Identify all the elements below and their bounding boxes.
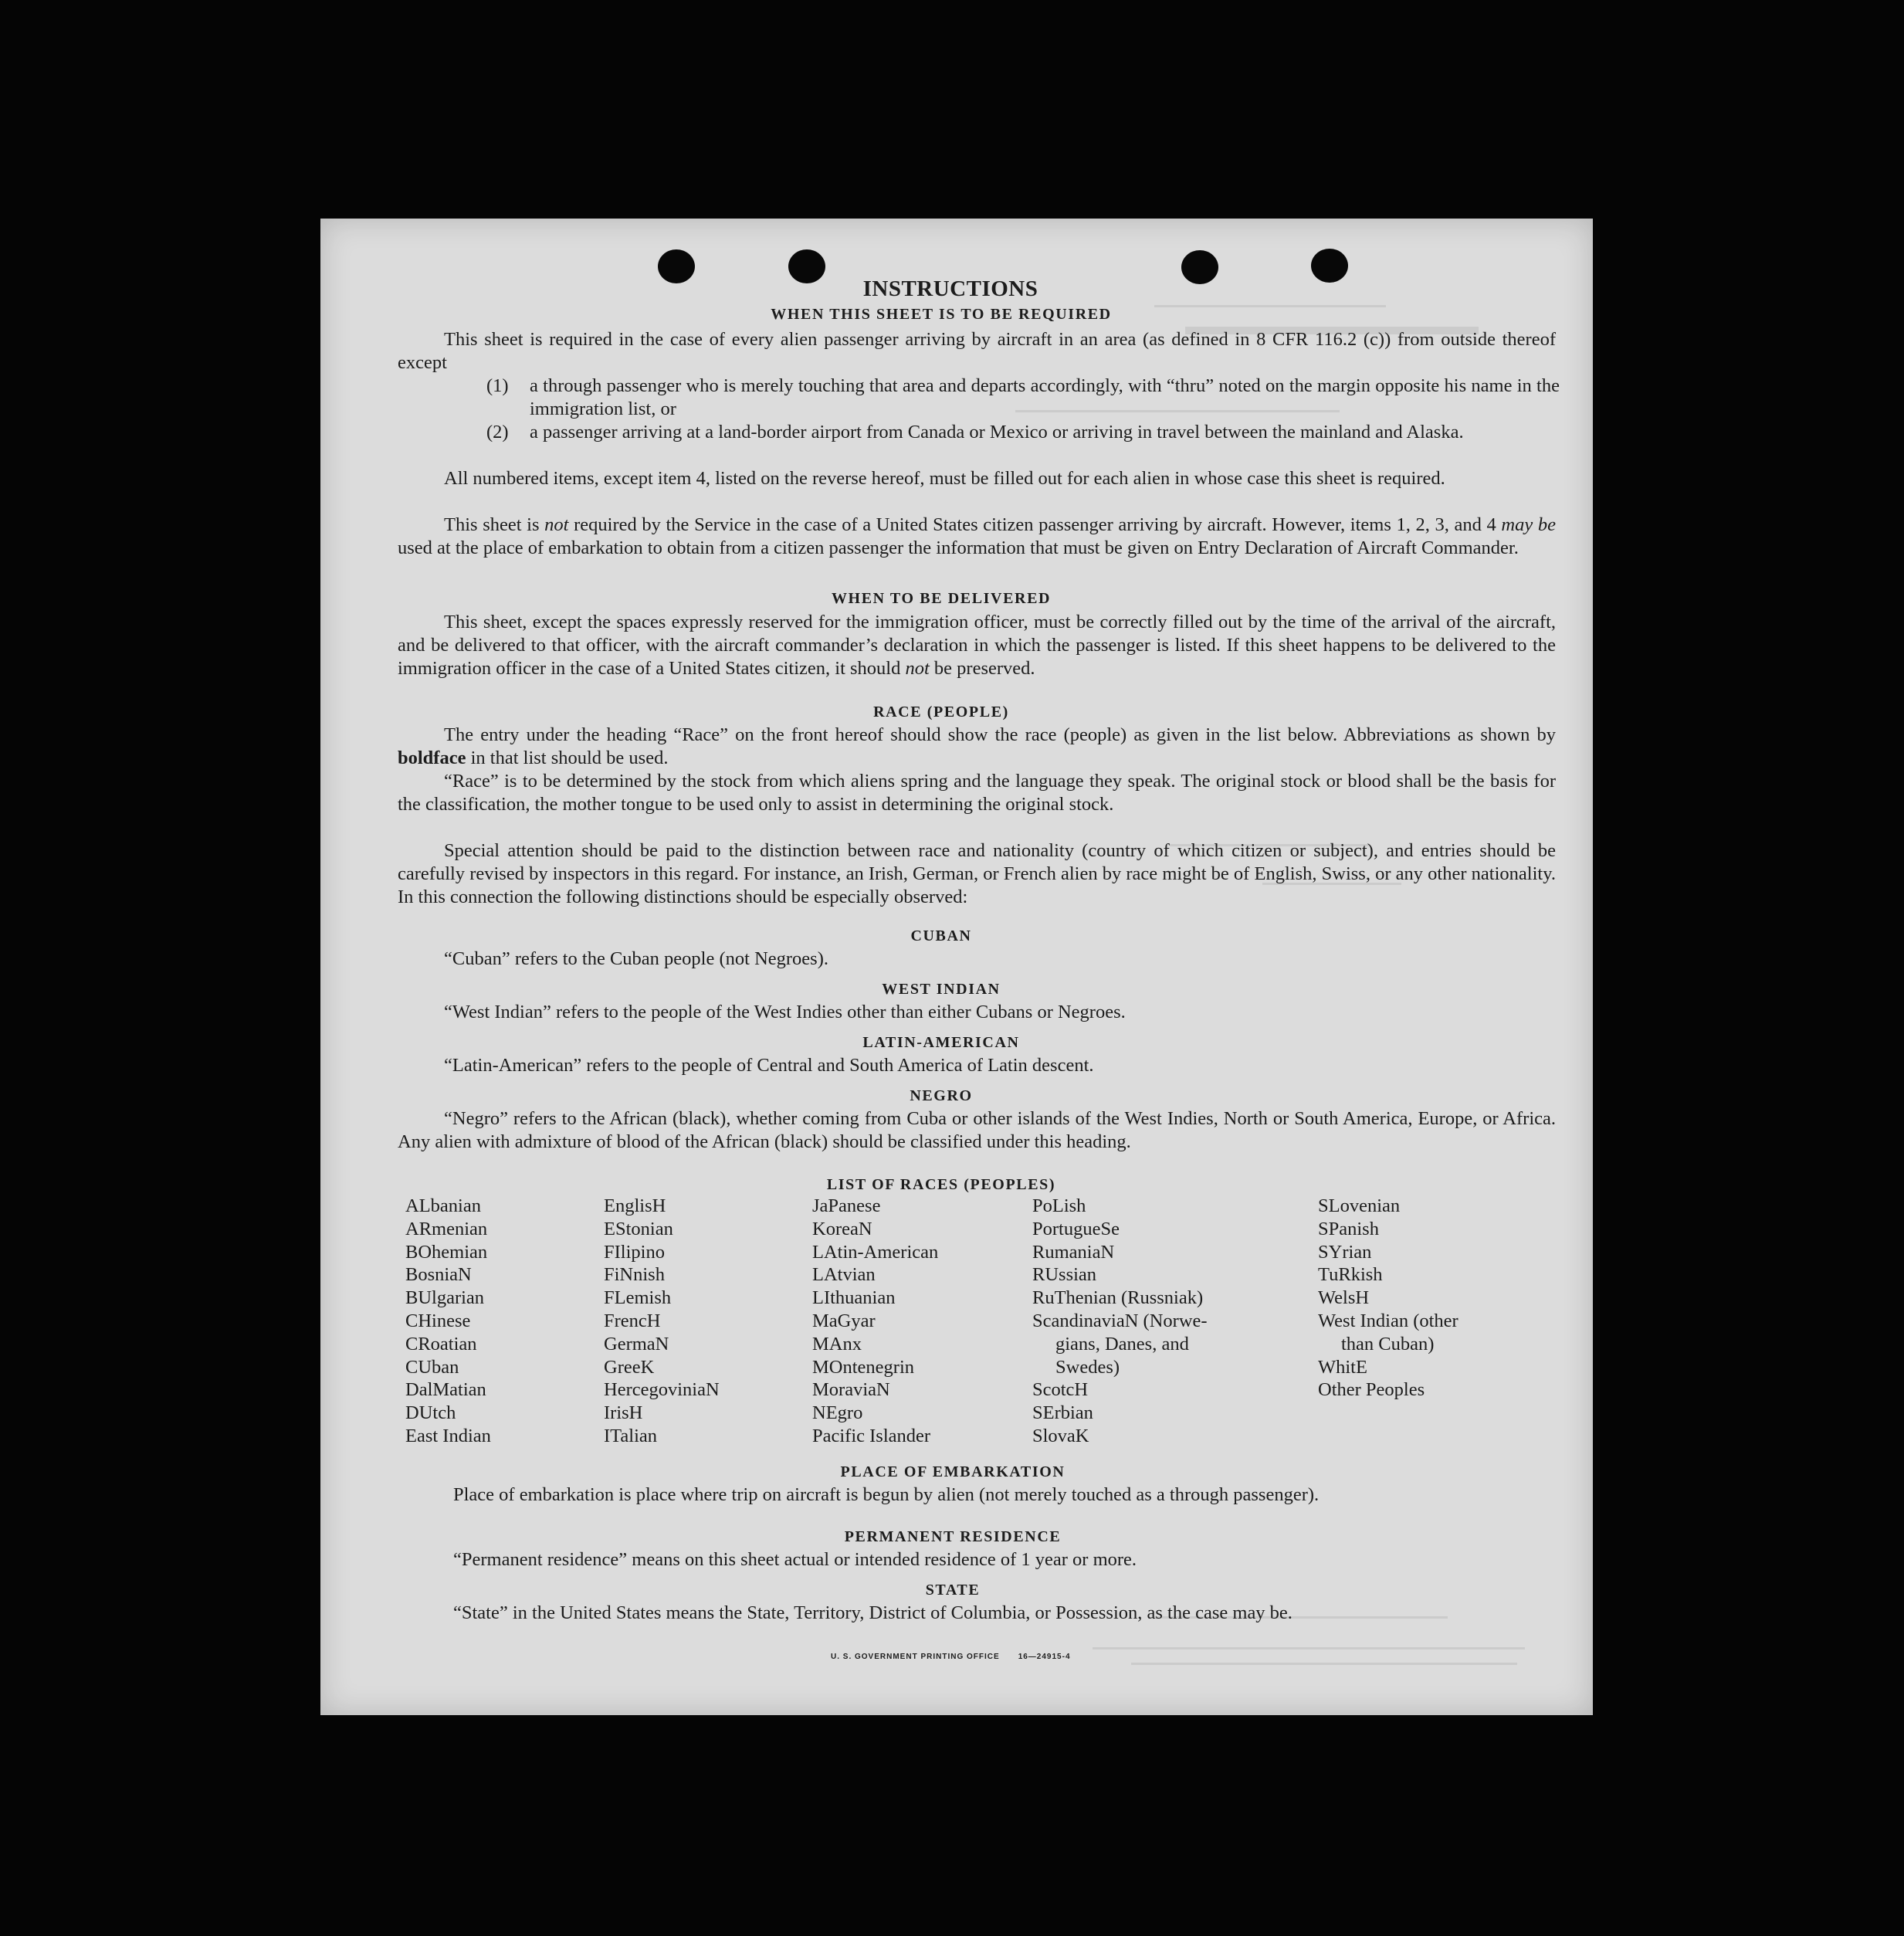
required-para-2: All numbered items, except item 4, listed on the reverse hereof, must be filled out for each alien in whose case this sheet is required. <box>444 468 1445 489</box>
race-entry: ALbanian <box>405 1195 481 1216</box>
race-entry: ScandinaviaN (Norwe- <box>1032 1310 1208 1331</box>
race-entry: FrencH <box>604 1310 661 1331</box>
race-entry: WelsH <box>1318 1287 1370 1309</box>
required-para-3: This sheet is not required by the Service in the case of a United States citizen passenger arriving by aircraft. However, items 1, 2, 3, and 4 may be used at the place of embarkation to obtain from a citizen passenger the information that must be given on Entry Declaration of Aircraft Commander. <box>398 514 1556 558</box>
latin-american-text: “Latin-American” refers to the people of Central and South America of Latin descent. <box>444 1055 1094 1076</box>
section-heading-cuban: CUBAN <box>910 927 972 944</box>
item-number: (1) <box>486 375 509 396</box>
section-heading-latin-american: LATIN-AMERICAN <box>862 1034 1020 1051</box>
race-entry: MoraviaN <box>812 1379 890 1401</box>
item-number: (2) <box>486 422 509 442</box>
residence-text: “Permanent residence” means on this sheet actual or intended residence of 1 year or more. <box>453 1549 1137 1570</box>
race-entry: Other Peoples <box>1318 1379 1425 1401</box>
race-entry: BosniaN <box>405 1264 472 1286</box>
section-heading-west-indian: WEST INDIAN <box>882 981 1001 998</box>
race-entry: LAtin-American <box>812 1241 939 1263</box>
race-para-2: “Race” is to be determined by the stock from which aliens spring and the language they speak. The original stock or blood shall be the basis for the classification, the mother tongue to be used only to assist in determining the original stock. <box>398 771 1556 815</box>
race-entry: CRoatian <box>405 1333 477 1355</box>
race-column-3 <box>812 1195 938 1448</box>
west-indian-text: “West Indian” refers to the people of the West Indies other than either Cubans or Negroes. <box>444 1002 1126 1022</box>
race-entry: than Cuban) <box>1341 1333 1435 1355</box>
race-entry: HercegoviniaN <box>604 1379 720 1401</box>
item-text: a through passenger who is merely touching that area and departs accordingly, with “thru” noted on the margin opposite his name in the immigration list, or <box>530 375 1560 419</box>
document-page <box>320 219 1593 1715</box>
race-entry: JaPanese <box>812 1195 881 1216</box>
race-column-4 <box>1032 1195 1208 1448</box>
race-entry: GreeK <box>604 1356 655 1378</box>
cuban-text: “Cuban” refers to the Cuban people (not Negroes). <box>444 948 828 969</box>
negro-text: “Negro” refers to the African (black), whether coming from Cuba or other islands of the West Indies, North or South America, Europe, or Africa. Any alien with admixture of blood of the African (black) should be classified under this heading. <box>398 1108 1556 1152</box>
race-entry: gians, Danes, and <box>1055 1333 1189 1355</box>
race-entry: RuThenian (Russniak) <box>1032 1287 1204 1309</box>
race-entry: CHinese <box>405 1310 471 1331</box>
race-column-2 <box>604 1195 720 1448</box>
section-heading-negro: NEGRO <box>910 1087 973 1104</box>
section-heading-required: WHEN THIS SHEET IS TO BE REQUIRED <box>771 306 1112 323</box>
race-para-1: The entry under the heading “Race” on the front hereof should show the race (people) as given in the list below. Abbreviations as shown by boldface in that list should be used. <box>398 724 1556 768</box>
race-entry: MAnx <box>812 1333 862 1355</box>
race-entry: KoreaN <box>812 1218 872 1239</box>
race-entry: ARmenian <box>405 1218 488 1239</box>
embarkation-text: Place of embarkation is place where trip on aircraft is begun by alien (not merely touched as a through passenger). <box>453 1484 1320 1505</box>
race-column-1 <box>405 1195 491 1448</box>
race-entry: PoLish <box>1032 1195 1086 1216</box>
delivered-text: This sheet, except the spaces expressly reserved for the immigration officer, must be correctly filled out by the time of the arrival of the aircraft, and be delivered to that officer, with the aircraft commander’s declaration in which the passenger is listed. If this sheet happens to be delivered to the immigration officer in the case of a United States citizen, it should not be preserved. <box>398 612 1556 679</box>
section-heading-residence: PERMANENT RESIDENCE <box>844 1528 1062 1545</box>
race-entry: LIthuanian <box>812 1287 896 1309</box>
race-entry: GermaN <box>604 1333 669 1355</box>
race-entry: ScotcH <box>1032 1379 1089 1401</box>
state-text: “State” in the United States means the State, Territory, District of Columbia, or Possession, as the case may be. <box>453 1602 1292 1623</box>
race-entry: NEgro <box>812 1402 863 1424</box>
required-intro: This sheet is required in the case of every alien passenger arriving by aircraft in an area (as defined in 8 CFR 116.2 (c)) from outside thereof except <box>398 329 1556 373</box>
race-entry: DUtch <box>405 1402 456 1424</box>
race-entry: SYrian <box>1318 1241 1372 1263</box>
race-entry: PortugueSe <box>1032 1218 1120 1239</box>
race-entry: Pacific Islander <box>812 1425 931 1446</box>
race-para-3: Special attention should be paid to the distinction between race and nationality (country of which citizen or subject), and entries should be carefully revised by inspectors in this regard. For instance, an Irish, German, or French alien by race might be of English, Swiss, or any other nationality. In this connection the following distinctions should be especially observed: <box>398 840 1556 907</box>
section-heading-race: RACE (PEOPLE) <box>873 704 1009 720</box>
printing-office-imprint: U. S. GOVERNMENT PRINTING OFFICE 16—24915-4 <box>831 1653 1071 1661</box>
race-entry: SErbian <box>1032 1402 1093 1424</box>
race-entry: FLemish <box>604 1287 672 1309</box>
race-entry: BOhemian <box>405 1241 488 1263</box>
race-entry: FiNnish <box>604 1264 665 1286</box>
race-entry: ITalian <box>604 1425 658 1446</box>
race-entry: CUban <box>405 1356 459 1378</box>
race-entry: IrisH <box>604 1402 643 1424</box>
race-entry: SPanish <box>1318 1218 1379 1239</box>
section-heading-delivered: WHEN TO BE DELIVERED <box>831 590 1052 607</box>
race-entry: MOntenegrin <box>812 1356 914 1378</box>
section-heading-list-of-races: LIST OF RACES (PEOPLES) <box>826 1176 1056 1193</box>
section-heading-state: STATE <box>925 1582 981 1599</box>
race-entry: EStonian <box>604 1218 673 1239</box>
race-entry: East Indian <box>405 1425 491 1446</box>
race-entry: RUssian <box>1032 1264 1097 1286</box>
race-entry: EnglisH <box>604 1195 666 1216</box>
race-column-5 <box>1318 1195 1458 1402</box>
race-entry: DalMatian <box>405 1379 486 1401</box>
race-entry: SLovenian <box>1318 1195 1401 1216</box>
race-entry: LAtvian <box>812 1264 876 1286</box>
race-entry: MaGyar <box>812 1310 876 1331</box>
race-entry: West Indian (other <box>1318 1310 1458 1331</box>
race-entry: FIlipino <box>604 1241 665 1263</box>
item-text: a passenger arriving at a land-border airport from Canada or Mexico or arriving in travel between the mainland and Alaska. <box>530 422 1464 442</box>
race-entry: Swedes) <box>1055 1356 1120 1378</box>
race-entry: RumaniaN <box>1032 1241 1115 1263</box>
document-title: INSTRUCTIONS <box>862 276 1038 301</box>
race-entry: BUlgarian <box>405 1287 485 1309</box>
race-entry: SlovaK <box>1032 1425 1089 1446</box>
race-entry: WhitE <box>1318 1356 1367 1378</box>
section-heading-embarkation: PLACE OF EMBARKATION <box>840 1463 1065 1480</box>
race-entry: TuRkish <box>1318 1264 1383 1286</box>
